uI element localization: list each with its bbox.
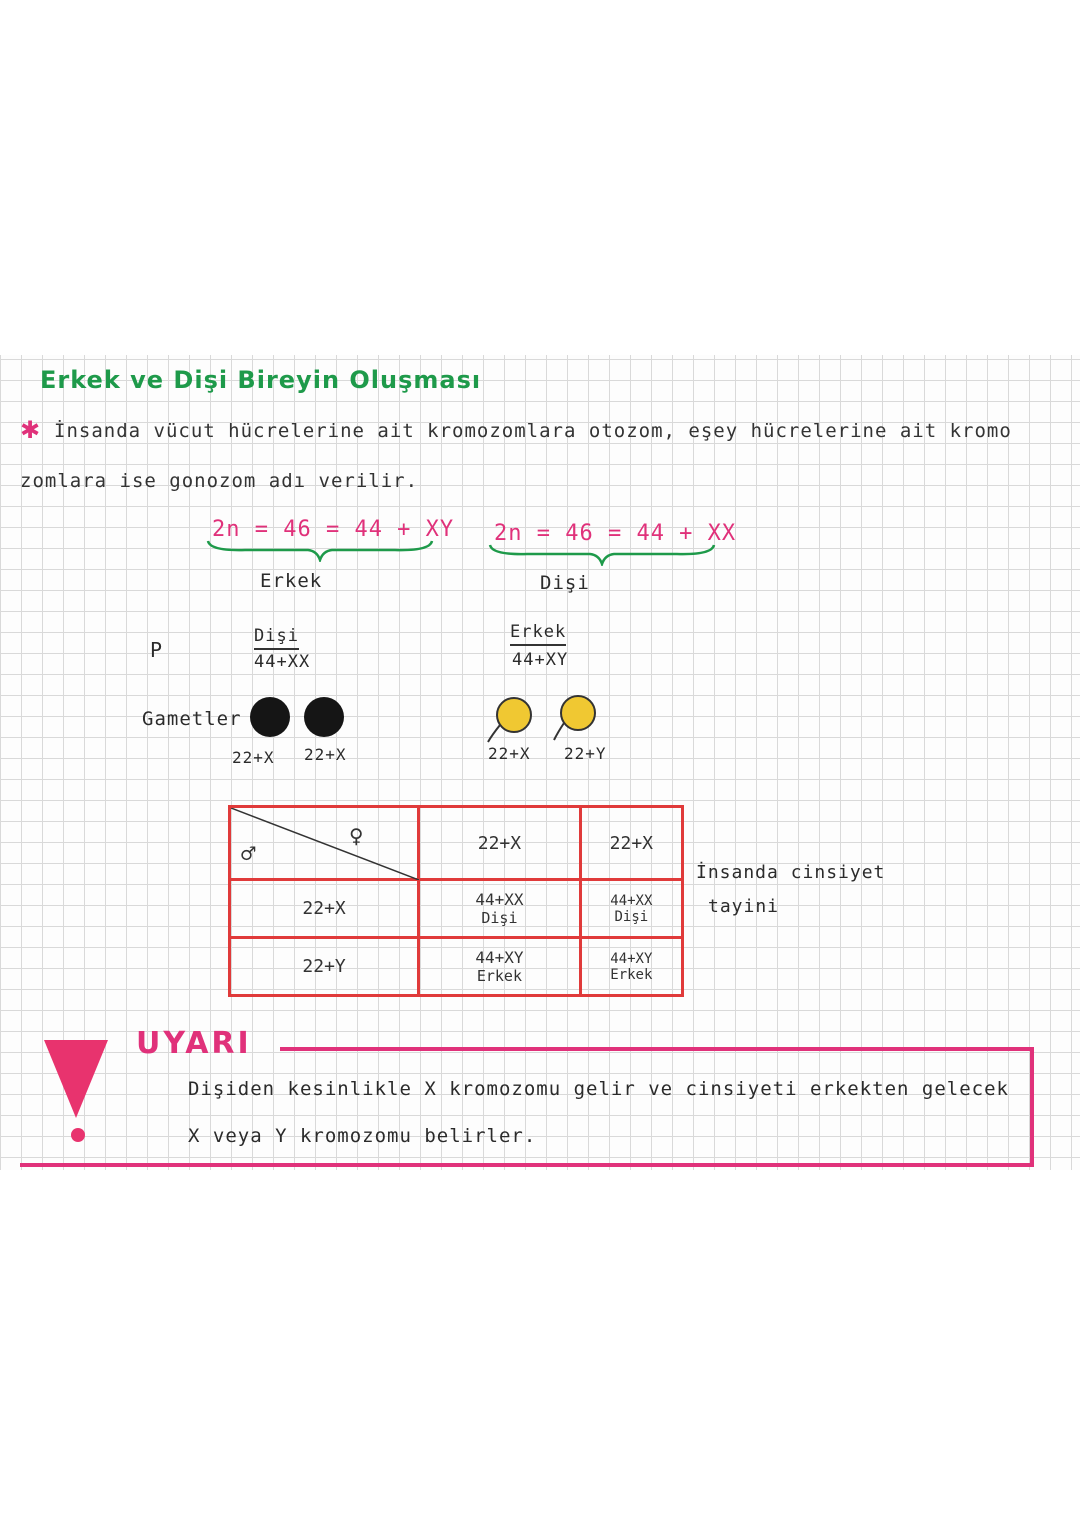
- punnett-col-2: 22+X: [580, 807, 682, 880]
- punnett-corner: [230, 807, 419, 880]
- parent-right-top: Erkek: [510, 622, 566, 646]
- punnett-row-1: 22+X: [230, 880, 419, 938]
- cell-genotype: 44+XY: [475, 948, 524, 968]
- star-icon: ✱: [20, 416, 41, 444]
- parent-right-bottom: 44+XY: [512, 650, 569, 670]
- egg-cell-1: [250, 697, 290, 737]
- cell-sex: Dişi: [614, 908, 649, 925]
- warning-line-1: Dişiden kesinlikle X kromozomu gelir ve cinsiyeti erkekten gelecek: [188, 1078, 1009, 1100]
- female-brace: [487, 542, 717, 566]
- warning-icon: [44, 1040, 108, 1118]
- punnett-note-2: tayini: [708, 896, 780, 917]
- male-formula: 2n = 46 = 44 + XY: [212, 517, 455, 542]
- gamete-right-1: 22+X: [488, 744, 531, 763]
- punnett-cell-r1c1: [419, 880, 581, 938]
- warning-line-2: X veya Y kromozomu belirler.: [188, 1125, 537, 1147]
- intro-line-2: zomlara ise gonozom adı verilir.: [20, 470, 419, 492]
- cell-genotype: 44+XX: [610, 892, 653, 909]
- warning-border-bottom: [20, 1163, 1034, 1167]
- female-symbol-icon: ♀: [349, 822, 364, 850]
- intro-line-1: İnsanda vücut hücrelerine ait kromozomlara otozom, eşey hücrelerine ait kromo: [54, 420, 1012, 442]
- male-label: Erkek: [260, 570, 323, 592]
- cell-sex: Erkek: [610, 966, 653, 983]
- punnett-square: [228, 805, 684, 997]
- cell-genotype: 44+XX: [475, 890, 524, 910]
- gametes-label: Gametler: [142, 708, 242, 730]
- parent-label: P: [150, 638, 164, 662]
- punnett-row-2: 22+Y: [230, 938, 419, 996]
- female-formula: 2n = 46 = 44 + XX: [494, 521, 737, 546]
- page-title: Erkek ve Dişi Bireyin Oluşması: [40, 366, 482, 394]
- punnett-cell-r1c2: [580, 880, 682, 938]
- cell-genotype: 44+XY: [610, 950, 653, 967]
- parent-left-top: Dişi: [254, 626, 299, 650]
- female-label: Dişi: [540, 572, 590, 594]
- gamete-left-1: 22+X: [232, 748, 275, 767]
- warning-border-top: [280, 1047, 1032, 1051]
- male-brace: [205, 538, 435, 562]
- punnett-col-1: 22+X: [419, 807, 581, 880]
- warning-border-right: [1030, 1047, 1034, 1167]
- parent-left-bottom: 44+XX: [254, 652, 311, 672]
- gamete-right-2: 22+Y: [564, 744, 607, 763]
- cell-sex: Dişi: [481, 909, 518, 928]
- egg-cell-2: [304, 697, 344, 737]
- sperm-cells: [484, 690, 604, 748]
- warning-dot: [71, 1128, 85, 1142]
- gamete-left-2: 22+X: [304, 745, 347, 764]
- punnett-cell-r2c1: [419, 938, 581, 996]
- punnett-cell-r2c2: [580, 938, 682, 996]
- warning-heading: UYARI: [136, 1026, 252, 1061]
- male-symbol-icon: ♂: [241, 840, 256, 868]
- punnett-note-1: İnsanda cinsiyet: [696, 862, 886, 883]
- cell-sex: Erkek: [476, 967, 522, 986]
